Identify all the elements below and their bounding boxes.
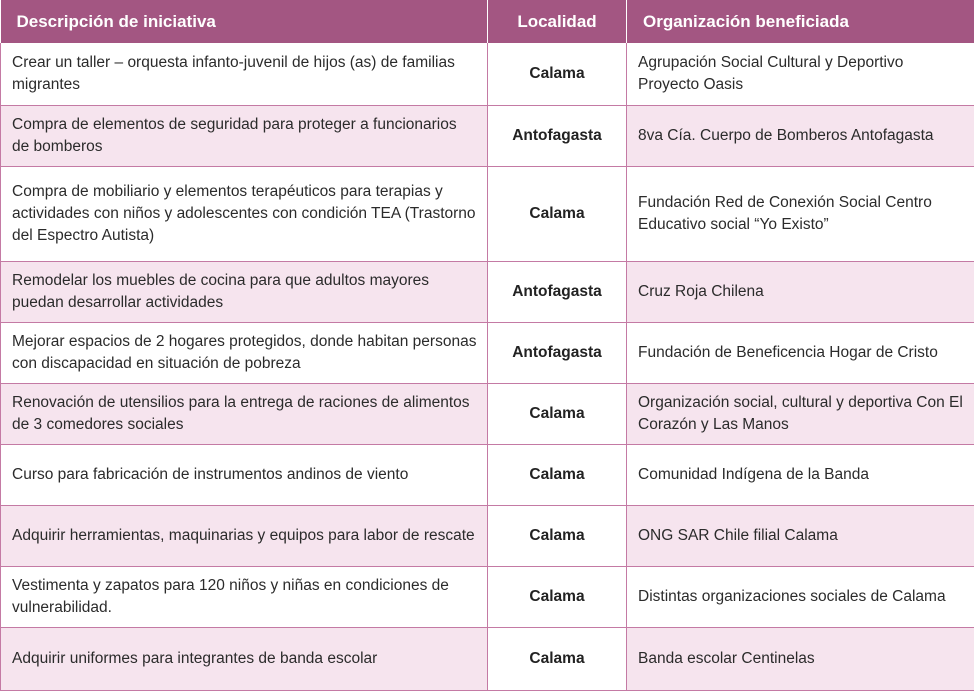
cell-locality: Calama: [488, 166, 627, 261]
cell-locality: Calama: [488, 505, 627, 566]
table-header: [1, 0, 974, 43]
cell-locality: Calama: [488, 627, 627, 690]
cell-description: Compra de mobiliario y elementos terapéuticos para terapias y actividades con niños y adolescentes con condición TEA (Trastorno del Espectro Autista): [1, 166, 488, 261]
table-row: [1, 322, 974, 383]
table-row: [1, 166, 974, 261]
cell-description: Adquirir herramientas, maquinarias y equipos para labor de rescate: [1, 505, 488, 566]
table-row: [1, 105, 974, 166]
table-row: [1, 43, 974, 105]
cell-description: Compra de elementos de seguridad para proteger a funcionarios de bomberos: [1, 105, 488, 166]
table-body: [1, 43, 974, 690]
table-row: [1, 383, 974, 444]
table-row: [1, 444, 974, 505]
table-row: [1, 627, 974, 690]
cell-organization: Fundación Red de Conexión Social Centro Educativo social “Yo Existo”: [627, 166, 974, 261]
header-locality: Localidad: [488, 0, 627, 43]
cell-description: Vestimenta y zapatos para 120 niños y niñas en condiciones de vulnerabilidad.: [1, 566, 488, 627]
cell-description: Remodelar los muebles de cocina para que adultos mayores puedan desarrollar actividades: [1, 261, 488, 322]
cell-organization: Cruz Roja Chilena: [627, 261, 974, 322]
cell-organization: Distintas organizaciones sociales de Calama: [627, 566, 974, 627]
cell-locality: Antofagasta: [488, 261, 627, 322]
cell-description: Crear un taller – orquesta infanto-juvenil de hijos (as) de familias migrantes: [1, 43, 488, 105]
cell-organization: Organización social, cultural y deportiva Con El Corazón y Las Manos: [627, 383, 974, 444]
header-row: [1, 0, 974, 43]
table-row: [1, 505, 974, 566]
cell-locality: Antofagasta: [488, 105, 627, 166]
cell-locality: Calama: [488, 43, 627, 105]
cell-organization: Comunidad Indígena de la Banda: [627, 444, 974, 505]
cell-locality: Antofagasta: [488, 322, 627, 383]
cell-organization: Banda escolar Centinelas: [627, 627, 974, 690]
cell-locality: Calama: [488, 444, 627, 505]
cell-description: Renovación de utensilios para la entrega de raciones de alimentos de 3 comedores sociales: [1, 383, 488, 444]
cell-description: Curso para fabricación de instrumentos andinos de viento: [1, 444, 488, 505]
cell-description: Mejorar espacios de 2 hogares protegidos, donde habitan personas con discapacidad en situación de pobreza: [1, 322, 488, 383]
cell-organization: 8va Cía. Cuerpo de Bomberos Antofagasta: [627, 105, 974, 166]
header-organization: Organización beneficiada: [627, 0, 974, 43]
cell-description: Adquirir uniformes para integrantes de banda escolar: [1, 627, 488, 690]
table-row: [1, 566, 974, 627]
cell-organization: Agrupación Social Cultural y Deportivo Proyecto Oasis: [627, 43, 974, 105]
cell-locality: Calama: [488, 566, 627, 627]
cell-organization: Fundación de Beneficencia Hogar de Cristo: [627, 322, 974, 383]
cell-locality: Calama: [488, 383, 627, 444]
header-description: Descripción de iniciativa: [1, 0, 488, 43]
table-row: [1, 261, 974, 322]
cell-organization: ONG SAR Chile filial Calama: [627, 505, 974, 566]
